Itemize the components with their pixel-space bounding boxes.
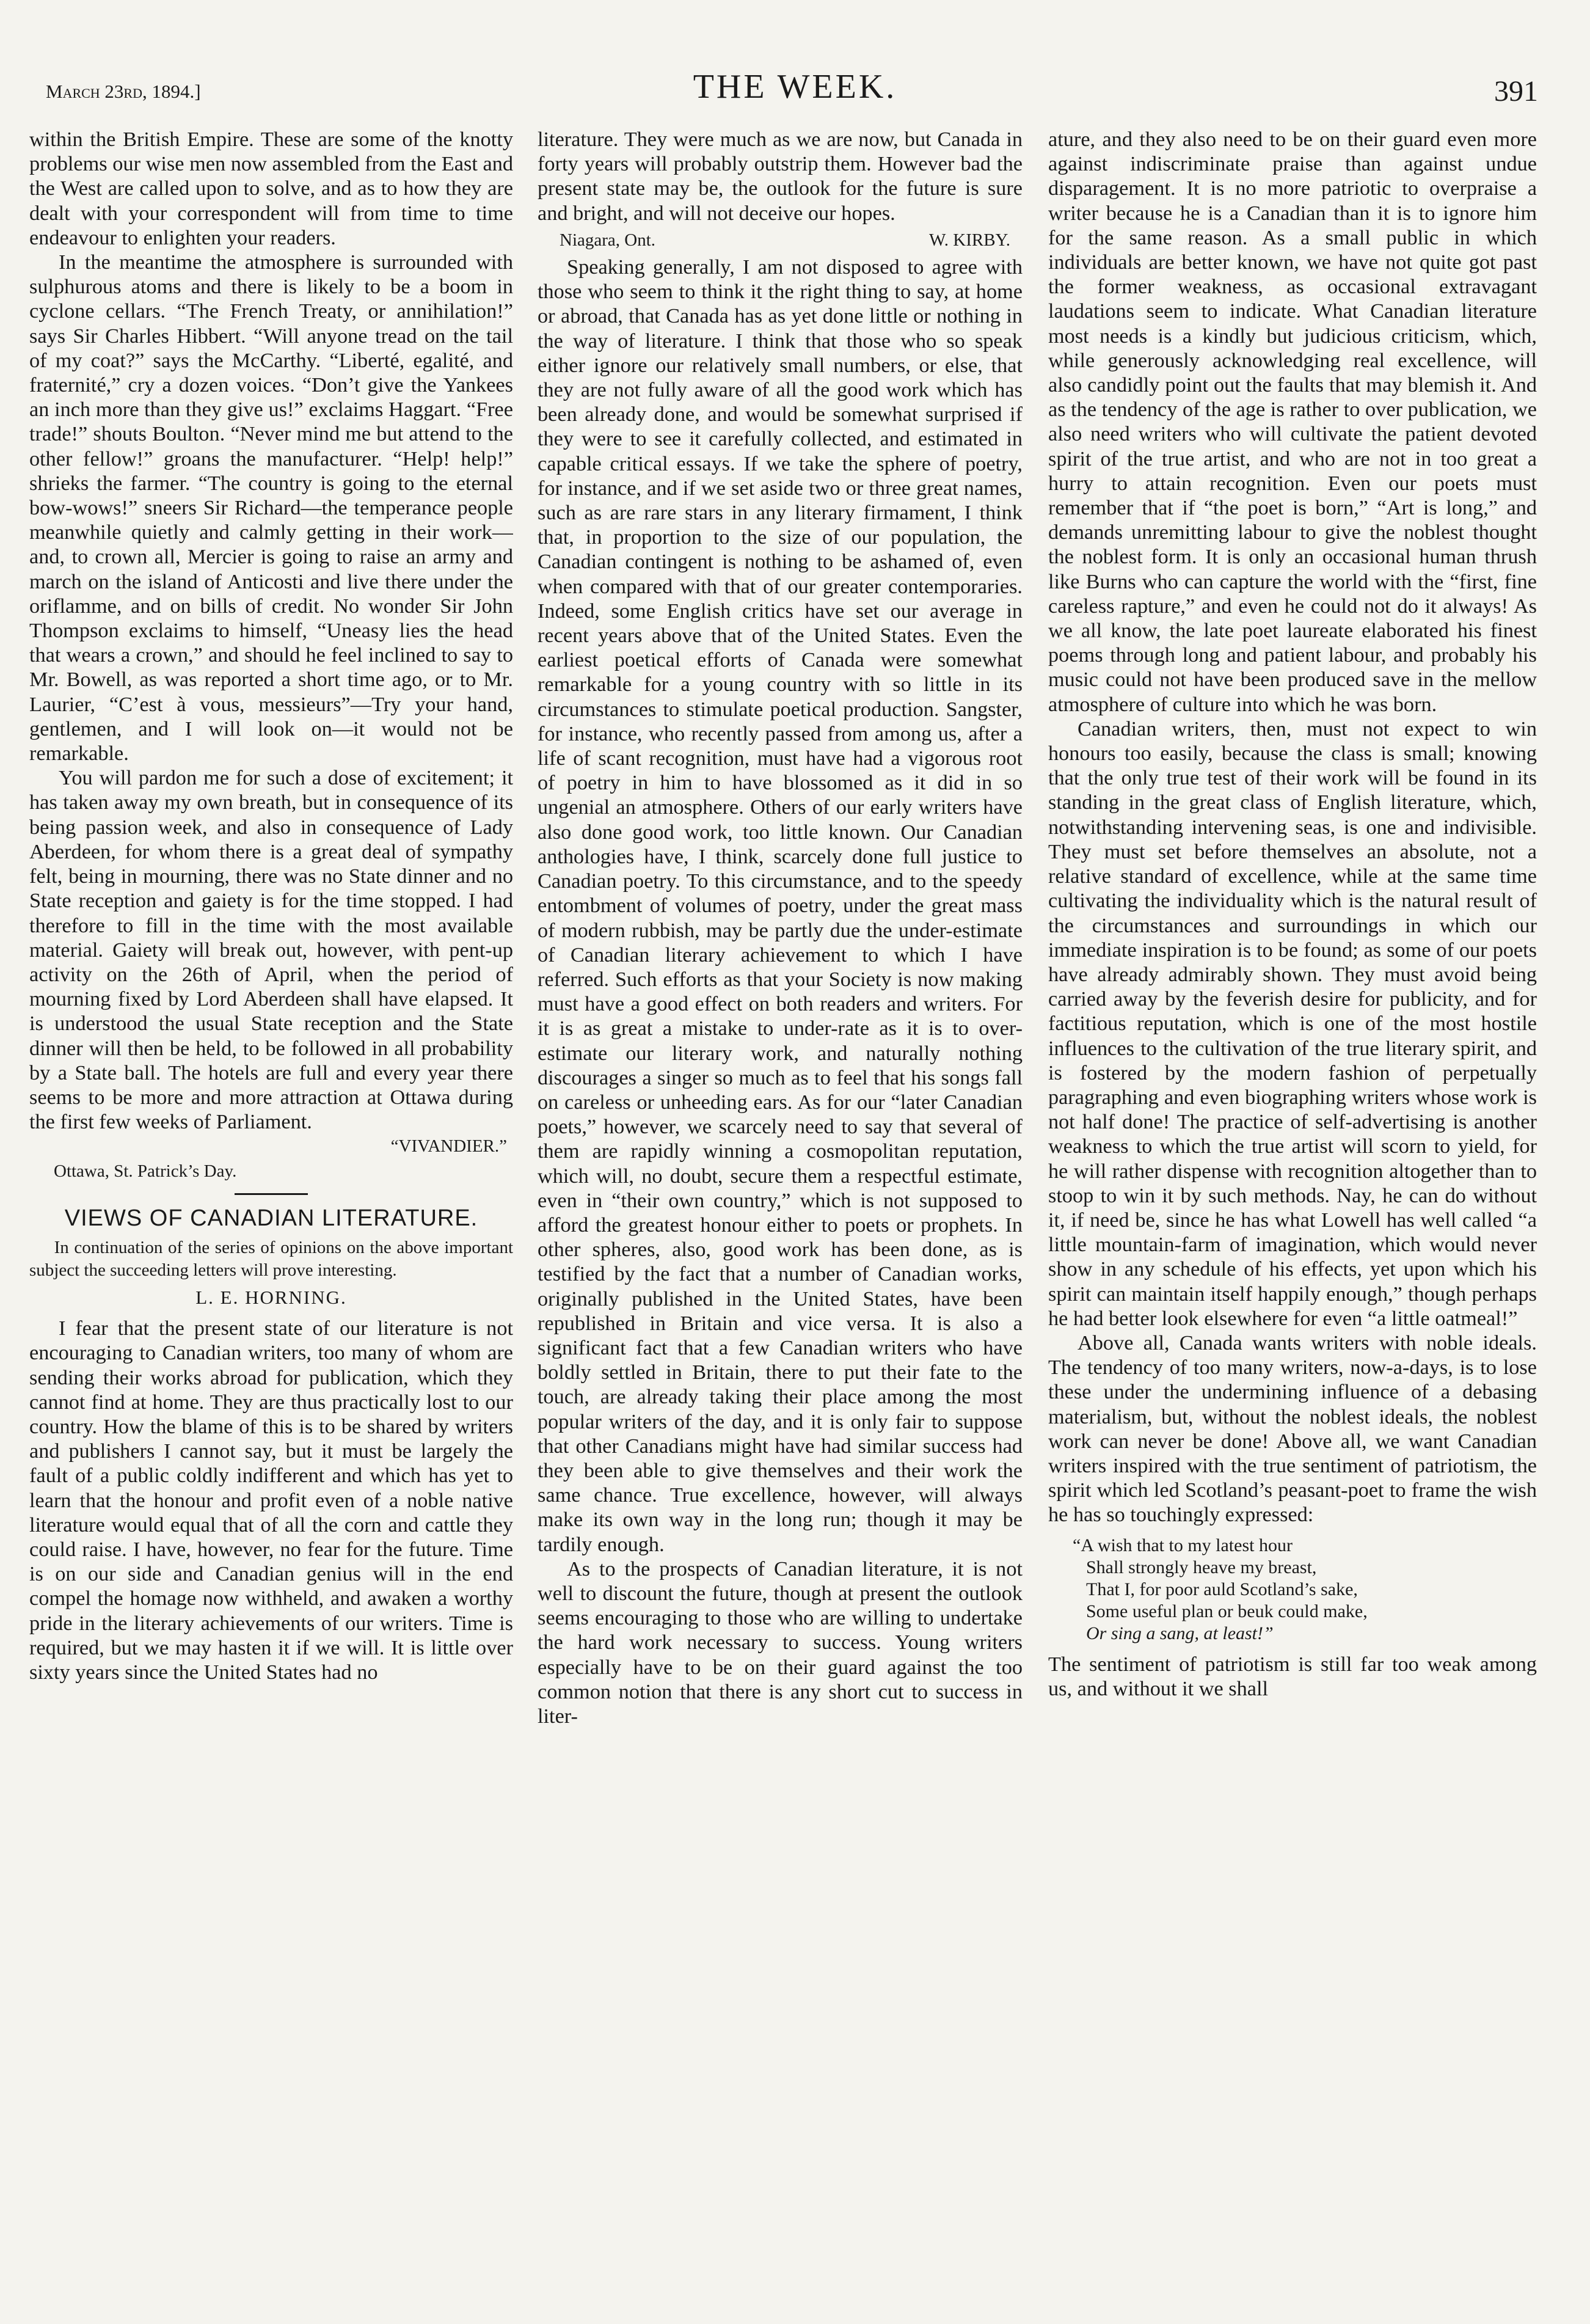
section-title: VIEWS OF CANADIAN LITERATURE. [64, 1205, 478, 1231]
page-header [46, 67, 1544, 116]
paragraph: The sentiment of patriotism is still far too weak among us, and without it we shall [1048, 1652, 1537, 1700]
author-horning: L. E. HORNING. [195, 1286, 347, 1308]
poem-quote [1073, 1535, 1537, 1645]
column-1 [29, 127, 513, 1684]
section-divider [235, 1193, 308, 1195]
paragraph: In the meantime the atmosphere is surrounded with sulphurous atoms and there is likely to be a boom in cyclone cellars. “The French Treaty, or annihilation!” says Sir Charles Hibbert. “Will anyone tread on the tail of my coat?” says the McCarthy. “Liberté, egalité, and fraternité,” cry a dozen voices. “Don’t give the Yankees an inch more than they give us!” exclaims Haggart. “Free trade!” shouts Boulton. “Never mind me but attend to the other fellow!” groans the manufacturer. “Help! help!” shrieks the farmer. “The country is going to the eternal bow-wows!” sneers Sir Richard—the temperance people meanwhile quietly and calmly getting in their work—and, to crown all, Mercier is going to raise an army and march on the island of Anticosti and live there under the oriflamme, and on bills of credit. No wonder Sir John Thompson exclaims to himself, “Uneasy lies the head that wears a crown,” and should he feel inclined to say to Mr. Bowell, as was reported a short time ago, or to Mr. Laurier, “C’est à vous, messieurs”—Try your hand, gentlemen, and I will look on—it would not be remarkable. [29, 250, 513, 766]
signoff-kirby [538, 228, 1023, 252]
poem-line: Some useful plan or beuk could make, [1086, 1601, 1368, 1621]
paragraph: ature, and they also need to be on their guard even more against indiscriminate praise than against undue disparagement. It is no more patriotic to overpraise a writer because he is a Canadian than it is to ignore him for the same reason. As a small public in which individuals are better known, we have not quite got past the former weakness, as occasional extravagant laudations seem to indicate. What Canadian literature most needs is a kindly but judicious criticism, which, while generously acknowledging real excellence, will also candidly point out the faults that may blemish it. And as the tendency of the age is rather to over publication, we also need writers who will cultivate the patient devoted spirit of the true artist, and who are not in too great a hurry to attain recognition. Even our poets must remember that if “the poet is born,” “Art is long,” and demands unremitting labour to give the noblest thought the noblest form. It is only an occasional human thrush like Burns who can capture the world with the “first, fine careless rapture,” and even he could not do it always! As we all know, the late poet laureate elaborated his finest poems through long and patient labour, and probably his music could not have been produced save in the mellow atmosphere of culture into which he was born. [1048, 128, 1537, 716]
dateline-ottawa: Ottawa, St. Patrick’s Day. [54, 1161, 237, 1181]
signature-vivandier: “VIVANDIER.” [390, 1136, 507, 1157]
issue-date: March 23rd, 1894.] [46, 81, 201, 102]
column-2 [538, 127, 1023, 1728]
paragraph: As to the prospects of Canadian literature, it is not well to discount the future, though at present the outlook seems encouraging to those who are willing to undertake the hard work necessary to success. Young writers especially have to be on their guard against the too common notion that there is any short cut to success in liter- [538, 1557, 1023, 1728]
author-kirby: W. KIRBY. [929, 230, 1010, 250]
place-niagara: Niagara, Ont. [560, 230, 656, 250]
page-number: 391 [1494, 75, 1538, 108]
paragraph: You will pardon me for such a dose of excitement; it has taken away my own breath, but in consequence of its being passion week, and also in consequence of Lady Aberdeen, for whom there is a great deal of sympathy felt, being in mourning, there was no State dinner and no State reception and gaiety is for the time stopped. I had therefore to fill in the time with the most available material. Gaiety will break out, however, with pent-up activity on the 26th of April, when the period of mourning fixed by Lord Aberdeen shall have elapsed. It is understood the usual State reception and the State dinner will then be held, to be followed in all probability by a State ball. The hotels are full and every year there seems to be more and more attraction at Ottawa during the first few weeks of Parliament. [29, 766, 513, 1134]
paragraph: within the British Empire. These are some of the knotty problems our wise men now assembled from the East and the West are called upon to solve, and as to how they are dealt with your correspondent will from time to time endeavour to enlighten your readers. [29, 128, 513, 249]
poem-line: Or sing a sang, at least!” [1086, 1623, 1274, 1643]
column-3 [1048, 127, 1537, 1701]
poem-line: “A wish that to my latest hour [1073, 1535, 1293, 1555]
paragraph: Canadian writers, then, must not expect to win honours too easily, because the class is small; knowing that the only true test of their work will be found in its standing in the great class of English literature, which, notwithstanding intervening seas, is one and indivisible. They must set before themselves an absolute, not a relative standard of excellence, while at the same time cultivating the individuality which is the natural result of the circumstances and surroundings in which our immediate inspiration is to be found; as some of our poets have already admirably shown. They must avoid being carried away by the feverish desire for publicity, and for factitious reputation, which is one of the most hostile influences to the cultivation of the true literary spirit, and is fostered by the modern fashion of perpetually paragraphing and even biographing writers whose work is not half done! The practice of self-advertising is another weakness to which the true artist will scorn to yield, for he will rather dispense with recognition altogether than to stoop to win it by such methods. Nay, he can do without it, if need be, since he has what Lowell has well called “a little mountain-farm of imagination, which would never show in any schedule of his effects, yet upon which his spirit can maintain itself happily enough,” though perhaps he had better look elsewhere for even “a little oatmeal!” [1048, 717, 1537, 1330]
paragraph: I fear that the present state of our literature is not encouraging to Canadian writers, too many of whom are sending their works abroad for publication, which they cannot find at home. They are thus practically lost to our country. How the blame of this is to be shared by writers and publishers I cannot say, but it must be largely the fault of a public coldly indifferent and which has yet to learn that the honour and profit even of a noble native literature would equal that of all the corn and cattle they could raise. I have, however, no fear for the future. Time is on our side and Canadian genius will in the end compel the homage now withheld, and awaken a worthy pride in the literary achievements of our writers. Time is required, but we may hasten it if we will. It is little over sixty years since the United States had no [29, 1317, 513, 1684]
paragraph: literature. They were much as we are now, but Canada in forty years will probably outstrip them. However bad the present state may be, the outlook for the future is sure and bright, and will not deceive our hopes. [538, 128, 1023, 225]
paragraph: Above all, Canada wants writers with noble ideals. The tendency of too many writers, now-a-days, is to lose these under the undermining influence of a debasing materialism, but, without the noblest ideals, the noblest work can never be done! Above all, we want Canadian writers inspired with the true sentiment of patriotism, the spirit which led Scotland’s peasant-poet to frame the wish he has so touchingly expressed: [1048, 1331, 1537, 1527]
paragraph: Speaking generally, I am not disposed to agree with those who seem to think it the right thing to say, at home or abroad, that Canada has as yet done little or nothing in the way of literature. I think that those who so speak either ignore our relatively small numbers, or else, that they are not fully aware of all the good work which has been already done, and would be somewhat surprised if they were to see it carefully collected, and estimated in capable critical essays. If we take the sphere of poetry, for instance, and if we set aside two or three great names, such as are rare stars in any literary firmament, I think that, in proportion to the size of our population, the Canadian contingent is nothing to be ashamed of, even when compared with that of our greater contemporaries. Indeed, some English critics have set our average in recent years above that of the United States. Even the earliest poetical efforts of Canada were somewhat remarkable for a young country with so little in its circumstances to stimulate poetical production. Sangster, for instance, who recently passed from among us, after a life of scant recognition, must have had a vigorous root of poetry in him to have blossomed as it did in so ungenial an atmosphere. Others of our early writers have also done good work, too little known. Our Canadian anthologies have, I think, scarcely done full justice to Canadian poetry. To this circumstance, and to the speedy entombment of volumes of poetry, under the great mass of modern rubbish, may be partly due the under-estimate of Canadian literary achievement to which I have referred. Such efforts as that your Society is now making must have a good effect on both readers and writers. For it is as great a mistake to under-rate as it is to over-estimate our literary work, and naturally nothing discourages a singer so much as to feel that his songs fall on careless or unheeding ears. As for our “later Canadian poets,” however, we scarcely need to say that several of them are rapidly winning a cosmopolitan reputation, which will, no doubt, secure them a respectful estimate, even in “their own country,” which is not supposed to afford the greatest honour either to poets or prophets. In other spheres, also, good work has been done, as is testified by the fact that a number of Canadian works, originally published in the United States, have been republished in Britain and vice versa. It is also a significant fact that a few Canadian writers who have boldly settled in Britain, there to put their fate to the touch, are already taking their place among the most popular writers of the day, and it is only fair to suppose that other Canadians might have had similar success had they been able to give themselves and their work the same chance. True excellence, however, will always make its own way in the long run; though it may be tardily enough. [538, 255, 1023, 1556]
masthead-title: THE WEEK. [693, 68, 897, 106]
section-intro: In continuation of the series of opinions on the above important subject the succeeding letters will prove interesting. [29, 1237, 513, 1280]
poem-line: That I, for poor auld Scotland’s sake, [1086, 1579, 1358, 1599]
poem-line: Shall strongly heave my breast, [1086, 1557, 1317, 1577]
